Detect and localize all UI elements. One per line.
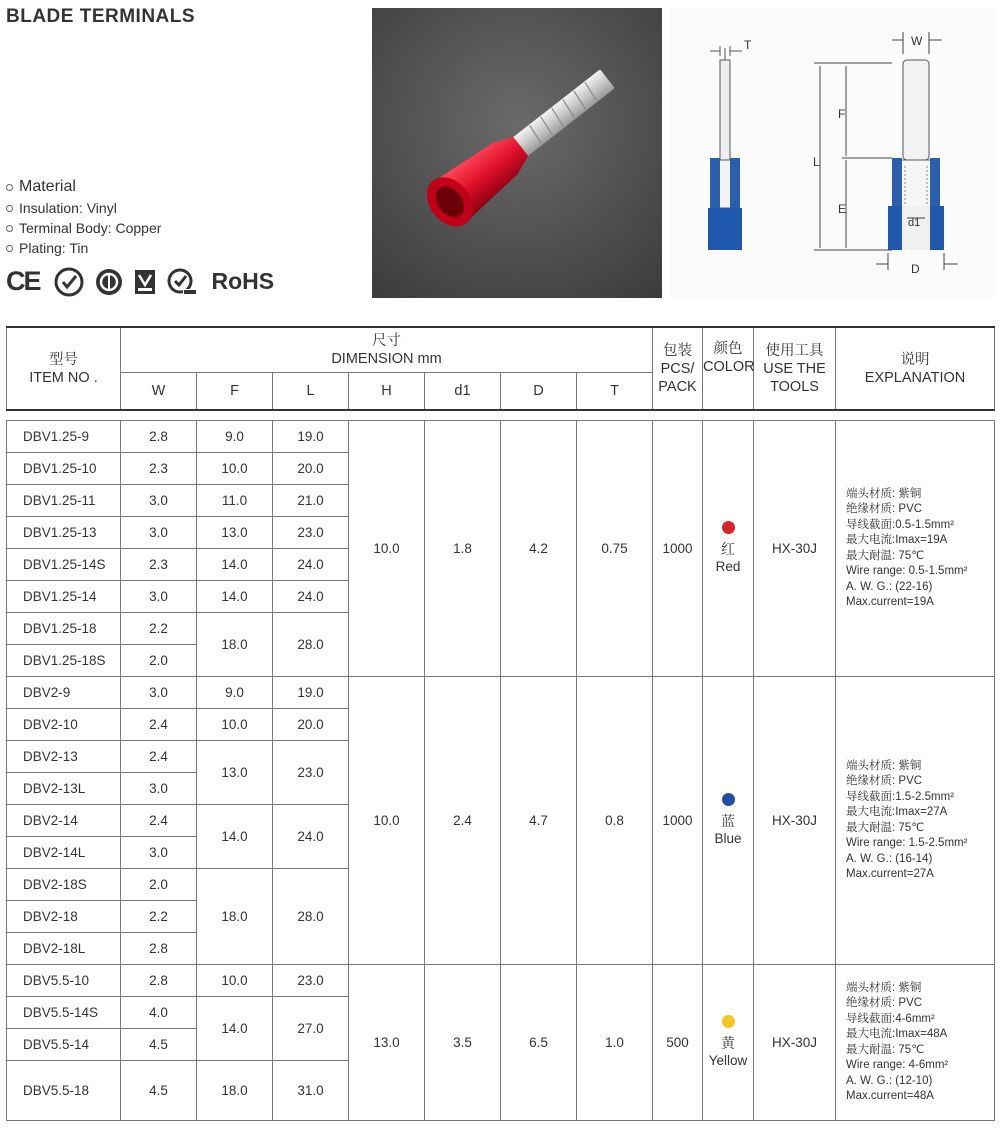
d1-cell: 1.8 [425, 421, 501, 677]
color-dot-icon [722, 521, 735, 534]
w-cell: 2.3 [121, 453, 197, 485]
explanation-line: 最大电流:Imax=19A [846, 534, 948, 546]
w-cell: 2.3 [121, 549, 197, 581]
sgs-certificate-icon [166, 267, 198, 297]
w-cell: 2.4 [121, 805, 197, 837]
explanation-line: 最大耐温: 75℃ [846, 549, 925, 562]
item-no-cell: DBV2-13L [7, 773, 121, 805]
label-W: W [911, 34, 923, 48]
explanation-line: Wire range: 0.5-1.5mm² [846, 565, 968, 577]
l-cell: 23.0 [273, 965, 349, 997]
bullet-icon [6, 225, 13, 232]
label-d1: d1 [908, 217, 921, 229]
color-cn: 蓝 [721, 813, 736, 829]
f-cell: 9.0 [197, 421, 273, 453]
ccc-certificate-icon [54, 267, 84, 297]
header-pack: 包装 PCS/ PACK [653, 327, 703, 410]
ukas-certificate-icon [134, 267, 156, 297]
item-no-cell: DBV1.25-13 [7, 517, 121, 549]
l-cell: 24.0 [273, 805, 349, 869]
l-cell: 23.0 [273, 517, 349, 549]
header-item-no: 型号 ITEM NO . [7, 327, 121, 410]
t-cell: 1.0 [577, 965, 653, 1121]
w-cell: 2.4 [121, 741, 197, 773]
item-no-cell: DBV5.5-10 [7, 965, 121, 997]
f-cell: 9.0 [197, 677, 273, 709]
explanation-line: 绝缘材质: PVC [846, 775, 923, 787]
material-list [6, 176, 161, 258]
header-color: 颜色 COLOR [703, 327, 754, 410]
technical-drawing [670, 8, 996, 298]
explanation-line: 绝缘材质: PVC [846, 503, 923, 515]
t-cell: 0.8 [577, 677, 653, 965]
explanation-line: 最大耐温: 75℃ [846, 821, 925, 834]
explanation-line: Max.current=27A [846, 868, 934, 880]
header-t: T [577, 373, 653, 411]
material-item [6, 198, 161, 218]
f-cell: 10.0 [197, 709, 273, 741]
table-row [7, 421, 995, 453]
header-d: D [501, 373, 577, 411]
l-cell: 24.0 [273, 581, 349, 613]
l-cell: 28.0 [273, 869, 349, 965]
material-body: Terminal Body: Copper [19, 220, 162, 236]
certification-logos [6, 266, 274, 297]
header-dimension: 尺寸 DIMENSION mm [121, 327, 653, 373]
item-no-cell: DBV2-14L [7, 837, 121, 869]
pack-cell: 1000 [653, 421, 703, 677]
f-cell: 10.0 [197, 453, 273, 485]
side-view-drawing [708, 46, 742, 250]
w-cell: 2.2 [121, 613, 197, 645]
f-cell: 11.0 [197, 485, 273, 517]
item-no-cell: DBV2-18L [7, 933, 121, 965]
explanation-line: A. W. G.: (16-14) [846, 852, 933, 865]
material-insulation: Insulation: Vinyl [19, 200, 117, 216]
f-cell: 18.0 [197, 1061, 273, 1121]
color-en: Blue [714, 831, 742, 846]
item-no-cell: DBV1.25-11 [7, 485, 121, 517]
explanation-line: 端头材质: 紫铜 [846, 981, 922, 994]
explanation-line: A. W. G.: (12-10) [846, 1074, 933, 1087]
l-cell: 20.0 [273, 709, 349, 741]
explanation-line: 端头材质: 紫铜 [846, 487, 922, 500]
d1-cell: 3.5 [425, 965, 501, 1121]
rohs-logo: RoHS [211, 268, 275, 294]
table-row [7, 677, 995, 709]
bullet-icon [6, 184, 13, 191]
material-plating: Plating: Tin [19, 240, 89, 256]
explanation-line: 端头材质: 紫铜 [846, 759, 922, 772]
item-no-cell: DBV1.25-18 [7, 613, 121, 645]
color-cell [703, 965, 754, 1121]
product-photo [372, 8, 662, 298]
w-cell: 4.0 [121, 997, 197, 1029]
w-cell: 2.2 [121, 901, 197, 933]
color-cell [703, 421, 754, 677]
color-cn: 红 [721, 541, 736, 557]
material-item [6, 218, 161, 238]
explanation-line: Max.current=48A [846, 1090, 934, 1102]
header-explanation: 说明 EXPLANATION [836, 327, 995, 410]
explanation-line: Max.current=19A [846, 596, 934, 608]
color-cn: 黄 [721, 1035, 736, 1051]
label-T: T [744, 38, 752, 52]
item-no-cell: DBV1.25-9 [7, 421, 121, 453]
f-cell: 14.0 [197, 581, 273, 613]
spec-table-body [7, 421, 995, 1121]
explanation-line: Wire range: 1.5-2.5mm² [846, 837, 968, 849]
header-l: L [273, 373, 349, 411]
w-cell: 3.0 [121, 677, 197, 709]
color-cell [703, 677, 754, 965]
item-no-cell: DBV2-13 [7, 741, 121, 773]
material-heading-row [6, 176, 161, 198]
page-title: BLADE TERMINALS [6, 6, 196, 27]
item-no-cell: DBV5.5-14S [7, 997, 121, 1029]
w-cell: 2.0 [121, 869, 197, 901]
w-cell: 2.8 [121, 933, 197, 965]
f-cell: 18.0 [197, 613, 273, 677]
f-cell: 10.0 [197, 965, 273, 997]
material-heading: Material [19, 178, 76, 195]
tool-cell: HX-30J [754, 677, 836, 965]
item-no-cell: DBV2-10 [7, 709, 121, 741]
l-cell: 31.0 [273, 1061, 349, 1121]
h-cell: 10.0 [349, 677, 425, 965]
explanation-line: 绝缘材质: PVC [846, 997, 923, 1009]
bullet-icon [6, 205, 13, 212]
f-cell: 13.0 [197, 741, 273, 805]
header-h: H [349, 373, 425, 411]
item-no-cell: DBV1.25-18S [7, 645, 121, 677]
blade-terminal-photo-icon [372, 8, 662, 298]
l-cell: 20.0 [273, 453, 349, 485]
material-item [6, 238, 161, 258]
w-cell: 2.8 [121, 965, 197, 997]
l-cell: 27.0 [273, 997, 349, 1061]
w-cell: 2.4 [121, 709, 197, 741]
color-dot-icon [722, 1015, 735, 1028]
explanation-cell [836, 677, 995, 965]
color-en: Red [715, 559, 741, 574]
t-cell: 0.75 [577, 421, 653, 677]
w-cell: 2.8 [121, 421, 197, 453]
label-F: F [838, 107, 846, 121]
w-cell: 3.0 [121, 517, 197, 549]
header-tools: 使用工具 USE THE TOOLS [754, 327, 836, 410]
label-D: D [911, 262, 920, 276]
l-cell: 21.0 [273, 485, 349, 517]
tool-cell: HX-30J [754, 421, 836, 677]
tool-cell: HX-30J [754, 965, 836, 1121]
f-cell: 14.0 [197, 549, 273, 581]
ce-mark-icon: CE [6, 266, 40, 296]
w-cell: 3.0 [121, 485, 197, 517]
explanation-line: 导线截面:1.5-2.5mm² [846, 790, 955, 803]
w-cell: 3.0 [121, 581, 197, 613]
item-no-cell: DBV1.25-10 [7, 453, 121, 485]
header-d1: d1 [425, 373, 501, 411]
h-cell: 10.0 [349, 421, 425, 677]
w-cell: 3.0 [121, 773, 197, 805]
explanation-line: 最大电流:Imax=27A [846, 806, 948, 818]
item-no-cell: DBV5.5-14 [7, 1029, 121, 1061]
bullet-icon [6, 245, 13, 252]
color-dot-icon [722, 793, 735, 806]
header-w: W [121, 373, 197, 411]
f-cell: 13.0 [197, 517, 273, 549]
w-cell: 2.0 [121, 645, 197, 677]
w-cell: 3.0 [121, 837, 197, 869]
d-cell: 4.7 [501, 677, 577, 965]
explanation-line: A. W. G.: (22-16) [846, 580, 933, 593]
l-cell: 23.0 [273, 741, 349, 805]
l-cell: 19.0 [273, 421, 349, 453]
l-cell: 28.0 [273, 613, 349, 677]
f-cell: 14.0 [197, 997, 273, 1061]
w-cell: 4.5 [121, 1061, 197, 1121]
l-cell: 19.0 [273, 677, 349, 709]
explanation-line: 导线截面:0.5-1.5mm² [846, 518, 955, 531]
explanation-line: 导线截面:4-6mm² [846, 1012, 935, 1025]
table-row [7, 965, 995, 997]
d-cell: 4.2 [501, 421, 577, 677]
l-cell: 24.0 [273, 549, 349, 581]
spec-table [6, 326, 995, 1121]
explanation-cell [836, 965, 995, 1121]
item-no-cell: DBV2-9 [7, 677, 121, 709]
item-no-cell: DBV2-14 [7, 805, 121, 837]
item-no-cell: DBV1.25-14 [7, 581, 121, 613]
w-cell: 4.5 [121, 1029, 197, 1061]
h-cell: 13.0 [349, 965, 425, 1121]
pack-cell: 1000 [653, 677, 703, 965]
f-cell: 18.0 [197, 869, 273, 965]
label-E: E [838, 202, 847, 216]
color-en: Yellow [708, 1053, 748, 1068]
item-no-cell: DBV2-18S [7, 869, 121, 901]
f-cell: 14.0 [197, 805, 273, 869]
quality-certificate-icon [94, 267, 124, 297]
explanation-cell [836, 421, 995, 677]
pack-cell: 500 [653, 965, 703, 1121]
explanation-line: 最大电流:Imax=48A [846, 1028, 948, 1040]
d1-cell: 2.4 [425, 677, 501, 965]
explanation-line: Wire range: 4-6mm² [846, 1059, 949, 1071]
header-f: F [197, 373, 273, 411]
item-no-cell: DBV5.5-18 [7, 1061, 121, 1121]
item-no-cell: DBV2-18 [7, 901, 121, 933]
item-no-cell: DBV1.25-14S [7, 549, 121, 581]
label-L: L [813, 155, 820, 169]
d-cell: 6.5 [501, 965, 577, 1121]
explanation-line: 最大耐温: 75℃ [846, 1043, 925, 1056]
